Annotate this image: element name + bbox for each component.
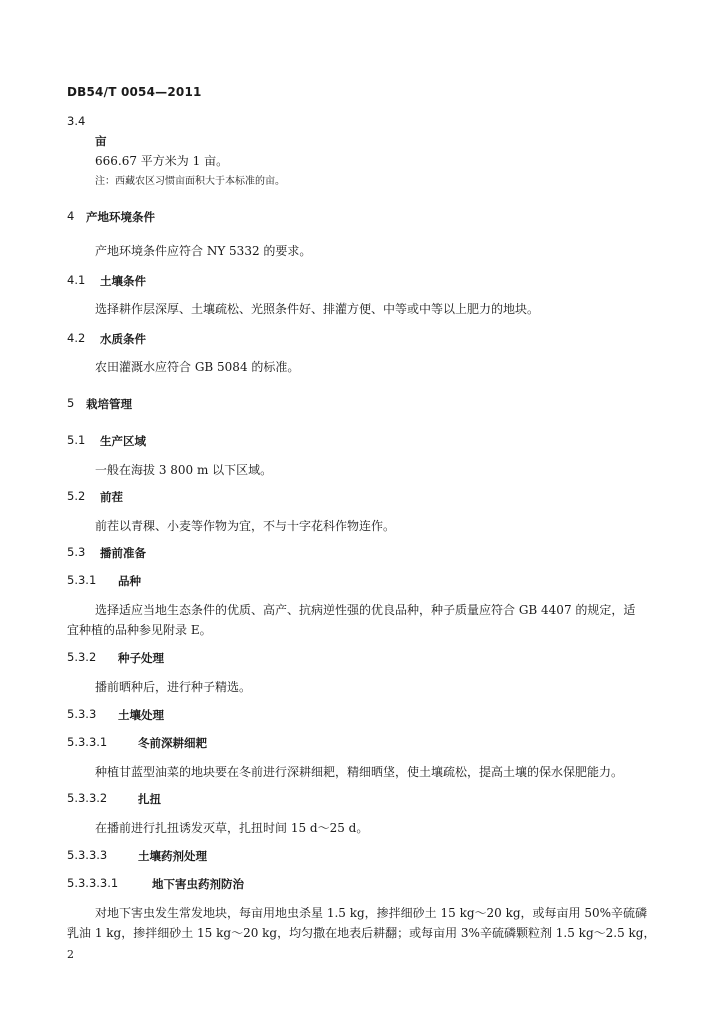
section-title: 生产区域 xyxy=(100,434,146,448)
section-title: 土壤条件 xyxy=(100,274,146,288)
section-number: 5.1 xyxy=(67,433,86,447)
section-title: 土壤药剂处理 xyxy=(138,849,207,863)
section-title: 土壤处理 xyxy=(118,708,164,722)
section-title: 品种 xyxy=(118,574,141,588)
paragraph: 666.67 平方米为 1 亩。 xyxy=(95,154,229,168)
paragraph-continuation: 宜种植的品种参见附录 E。 xyxy=(67,623,212,637)
paragraph: 农田灌溉水应符合 GB 5084 的标准。 xyxy=(95,360,300,374)
paragraph: 选择适应当地生态条件的优质、高产、抗病逆性强的优良品种，种子质量应符合 GB 4407 的规定，适 xyxy=(95,603,636,617)
paragraph-continuation: 乳油 1 kg，掺拌细砂土 15 kg～20 kg，均匀撒在地表后耕翻；或每亩用 3%辛硫磷颗粒剂 1.5 kg～2.5 kg， xyxy=(67,926,656,940)
section-number: 4.1 xyxy=(67,273,86,287)
paragraph: 前茬以青稞、小麦等作物为宜，不与十字花科作物连作。 xyxy=(95,519,396,533)
page-number: 2 xyxy=(67,948,74,961)
section-number: 5.3.1 xyxy=(67,573,97,587)
document-header: DB54/T 0054—2011 xyxy=(67,85,202,99)
section-title: 种子处理 xyxy=(118,651,164,665)
section-number: 5.3 xyxy=(67,545,86,559)
paragraph: 一般在海拔 3 800 m 以下区域。 xyxy=(95,463,273,477)
section-number: 3.4 xyxy=(67,114,86,128)
note: 注：西藏农区习惯亩面积大于本标准的亩。 xyxy=(95,176,285,187)
section-title: 冬前深耕细耙 xyxy=(138,736,207,750)
section-number: 5.3.3.2 xyxy=(67,791,108,805)
paragraph: 在播前进行扎扭诱发灭草，扎扭时间 15 d～25 d。 xyxy=(95,821,369,835)
section-number: 5.2 xyxy=(67,489,86,503)
section-title: 地下害虫药剂防治 xyxy=(152,877,244,891)
paragraph: 对地下害虫发生常发地块，每亩用地虫杀星 1.5 kg，掺拌细砂土 15 kg～20 kg，或每亩用 50%辛硫磷 xyxy=(95,906,648,920)
section-number: 4 xyxy=(67,209,75,223)
section-title: 前茬 xyxy=(100,490,123,504)
section-title: 扎扭 xyxy=(138,792,161,806)
section-number: 5 xyxy=(67,396,75,410)
paragraph: 产地环境条件应符合 NY 5332 的要求。 xyxy=(95,244,312,258)
section-number: 5.3.3.1 xyxy=(67,735,108,749)
section-number: 5.3.3.3 xyxy=(67,848,108,862)
section-number: 4.2 xyxy=(67,331,86,345)
section-title: 栽培管理 xyxy=(86,397,132,411)
paragraph: 种植甘蓝型油菜的地块要在冬前进行深耕细耙，精细晒垡，使土壤疏松，提高土壤的保水保肥能力。 xyxy=(95,765,624,779)
paragraph: 选择耕作层深厚、土壤疏松、光照条件好、排灌方便、中等或中等以上肥力的地块。 xyxy=(95,302,540,316)
section-number: 5.3.3.3.1 xyxy=(67,876,119,890)
section-title: 产地环境条件 xyxy=(86,210,155,224)
section-title: 播前准备 xyxy=(100,546,146,560)
section-title: 亩 xyxy=(95,134,107,148)
section-number: 5.3.2 xyxy=(67,650,97,664)
paragraph: 播前晒种后，进行种子精选。 xyxy=(95,680,252,694)
section-title: 水质条件 xyxy=(100,332,146,346)
section-number: 5.3.3 xyxy=(67,707,97,721)
